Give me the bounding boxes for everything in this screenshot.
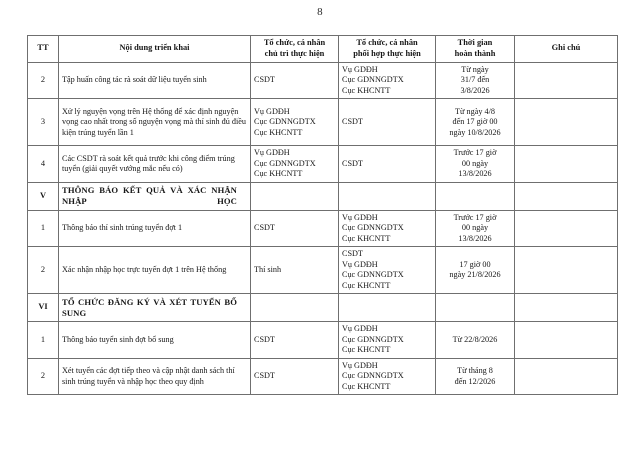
cell-coord: Vụ GDĐH Cục GDNNGDTX Cục KHCNTT — [339, 210, 436, 247]
cell-time: Từ ngày 4/8 đến 17 giờ 00 ngày 10/8/2026 — [436, 99, 515, 146]
cell-note — [515, 322, 618, 359]
cell-time: 17 giờ 00 ngày 21/8/2026 — [436, 247, 515, 294]
cell-tt: V — [28, 182, 59, 210]
table-row — [28, 146, 618, 183]
document-sheet — [27, 35, 617, 395]
cell-lead: CSDT — [251, 62, 339, 99]
cell-tt: 2 — [28, 358, 59, 395]
cell-tt: 1 — [28, 322, 59, 359]
page-number: 8 — [317, 6, 323, 18]
cell-coord — [339, 294, 436, 322]
cell-note — [515, 210, 618, 247]
cell-content: TỔ CHỨC ĐĂNG KÝ VÀ XÉT TUYỂN BỔ SUNG — [59, 294, 251, 322]
schedule-table — [27, 35, 618, 395]
cell-note — [515, 146, 618, 183]
cell-content: THÔNG BÁO KẾT QUẢ VÀ XÁC NHẬN NHẬP HỌC — [59, 182, 251, 210]
cell-tt: 2 — [28, 247, 59, 294]
cell-content: Xác nhận nhập học trực tuyến đợt 1 trên Hệ thống — [59, 247, 251, 294]
cell-time: Từ ngày 31/7 đến 3/8/2026 — [436, 62, 515, 99]
table-row — [28, 210, 618, 247]
cell-lead: Vụ GDĐH Cục GDNNGDTX Cục KHCNTT — [251, 99, 339, 146]
cell-lead: CSDT — [251, 358, 339, 395]
cell-content: Xử lý nguyện vọng trên Hệ thống để xác định nguyện vọng cao nhất trong số nguyện vọng mà thí sinh đủ điều kiện trúng tuyển lần 1 — [59, 99, 251, 146]
column-header-coord: Tổ chức, cá nhân phối hợp thực hiện — [339, 36, 436, 63]
cell-time: Từ 22/8/2026 — [436, 322, 515, 359]
cell-note — [515, 62, 618, 99]
cell-coord: Vụ GDĐH Cục GDNNGDTX Cục KHCNTT — [339, 62, 436, 99]
cell-content: Các CSDT rà soát kết quả trước khi công điểm trúng tuyển (giải quyết vướng mắc nếu có) — [59, 146, 251, 183]
cell-note — [515, 294, 618, 322]
cell-time: Trước 17 giờ 00 ngày 13/8/2026 — [436, 210, 515, 247]
cell-content: Xét tuyển các đợt tiếp theo và cập nhật danh sách thí sinh trúng tuyển và nhập học theo quy định — [59, 358, 251, 395]
table-body — [28, 62, 618, 395]
cell-note — [515, 358, 618, 395]
cell-tt: 4 — [28, 146, 59, 183]
cell-lead — [251, 294, 339, 322]
table-row — [28, 99, 618, 146]
cell-note — [515, 99, 618, 146]
cell-lead: Vụ GDĐH Cục GDNNGDTX Cục KHCNTT — [251, 146, 339, 183]
cell-lead — [251, 182, 339, 210]
table-header — [28, 36, 618, 63]
table-row — [28, 247, 618, 294]
cell-coord: CSDT Vụ GDĐH Cục GDNNGDTX Cục KHCNTT — [339, 247, 436, 294]
section-row — [28, 182, 618, 210]
cell-tt: 1 — [28, 210, 59, 247]
cell-note — [515, 182, 618, 210]
cell-tt: VI — [28, 294, 59, 322]
column-header-note: Ghi chú — [515, 36, 618, 63]
column-header-time: Thời gian hoàn thành — [436, 36, 515, 63]
cell-time: Trước 17 giờ 00 ngày 13/8/2026 — [436, 146, 515, 183]
cell-coord — [339, 182, 436, 210]
cell-content: Thông báo thí sinh trúng tuyển đợt 1 — [59, 210, 251, 247]
cell-time — [436, 294, 515, 322]
cell-coord: CSDT — [339, 146, 436, 183]
cell-content: Thông báo tuyển sinh đợt bổ sung — [59, 322, 251, 359]
table-row — [28, 62, 618, 99]
cell-coord: Vụ GDĐH Cục GDNNGDTX Cục KHCNTT — [339, 322, 436, 359]
section-row — [28, 294, 618, 322]
column-header-lead: Tổ chức, cá nhân chủ trì thực hiện — [251, 36, 339, 63]
table-row — [28, 322, 618, 359]
cell-time — [436, 182, 515, 210]
cell-lead: CSDT — [251, 210, 339, 247]
cell-coord: Vụ GDĐH Cục GDNNGDTX Cục KHCNTT — [339, 358, 436, 395]
cell-lead: Thí sinh — [251, 247, 339, 294]
cell-note — [515, 247, 618, 294]
table-header-row — [28, 36, 618, 63]
column-header-content: Nội dung triển khai — [59, 36, 251, 63]
cell-coord: CSDT — [339, 99, 436, 146]
cell-tt: 2 — [28, 62, 59, 99]
cell-time: Từ tháng 8 đến 12/2026 — [436, 358, 515, 395]
cell-lead: CSDT — [251, 322, 339, 359]
cell-content: Tập huấn công tác rà soát dữ liệu tuyển sinh — [59, 62, 251, 99]
column-header-tt: TT — [28, 36, 59, 63]
cell-tt: 3 — [28, 99, 59, 146]
table-row — [28, 358, 618, 395]
